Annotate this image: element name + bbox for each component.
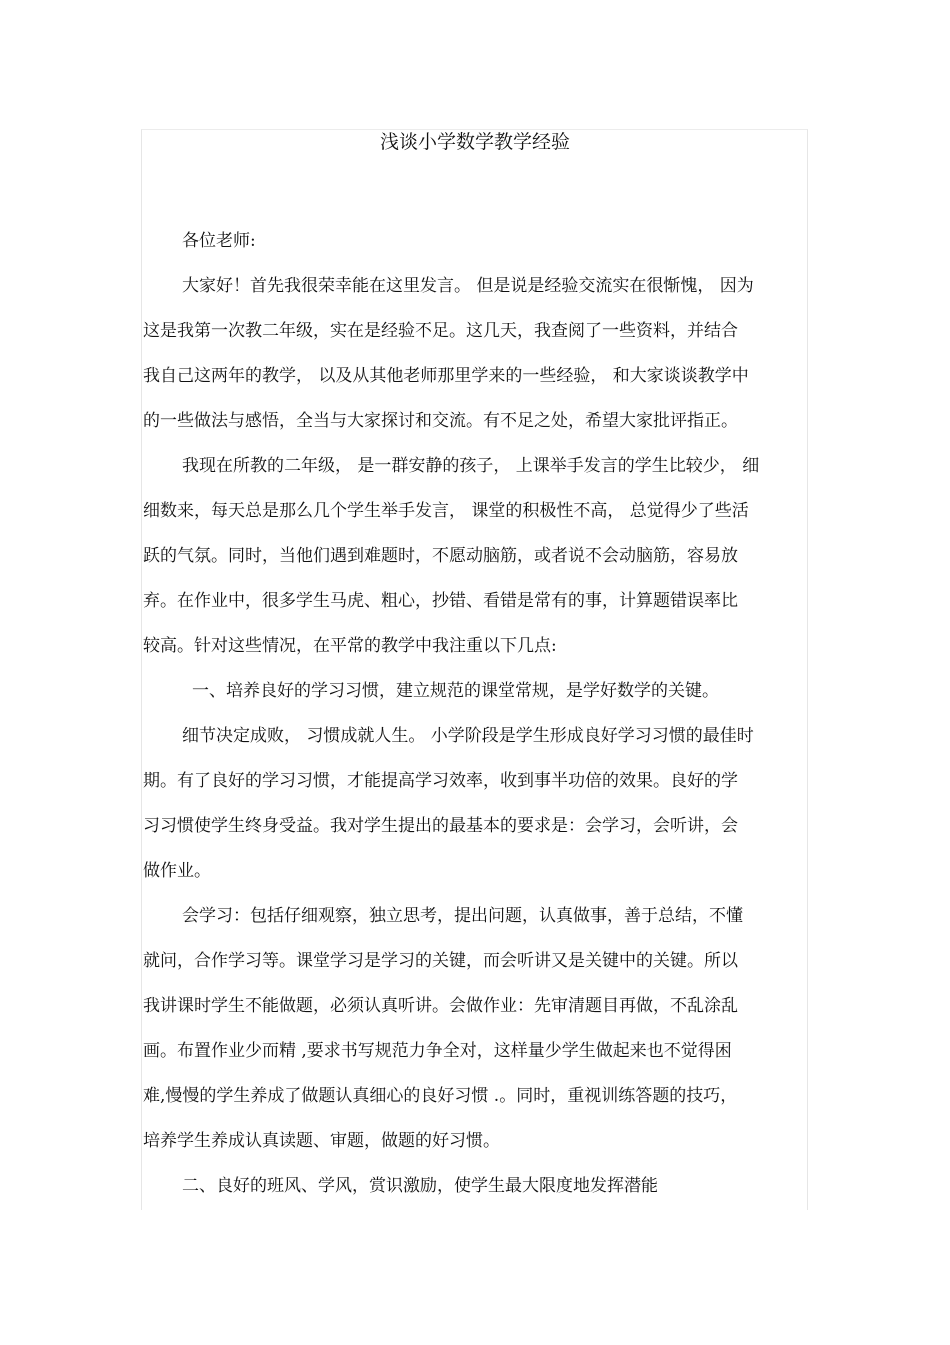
paragraph-line: 画。布置作业少而精 ,要求书写规范力争全对，这样量少学生做起来也不觉得困 (143, 1041, 732, 1061)
paragraph-line: 弃。在作业中，很多学生马虎、粗心，抄错、看错是常有的事，计算题错误率比 (143, 591, 738, 611)
paragraph-line: 培养学生养成认真读题、审题，做题的好习惯。 (143, 1131, 500, 1151)
section-heading-1: 一、培养良好的学习习惯，建立规范的课堂常规，是学好数学的关键。 (192, 681, 719, 701)
paragraph-line: 就问，合作学习等。课堂学习是学习的关键，而会听讲又是关键中的关键。所以 (143, 951, 738, 971)
paragraph-line: 难,慢慢的学生养成了做题认真细心的良好习惯 .。同时，重视训练答题的技巧， (143, 1086, 738, 1106)
paragraph-line: 习习惯使学生终身受益。我对学生提出的最基本的要求是：会学习，会听讲，会 (143, 816, 738, 836)
paragraph-line: 这是我第一次教二年级，实在是经验不足。这几天，我查阅了一些资料，并结合 (143, 321, 738, 341)
paragraph-line: 细节决定成败， 习惯成就人生。 小学阶段是学生形成良好学习习惯的最佳时 (182, 726, 754, 746)
paragraph-line: 的一些做法与感悟，全当与大家探讨和交流。有不足之处，希望大家批评指正。 (143, 411, 738, 431)
paragraph-line: 我现在所教的二年级， 是一群安静的孩子， 上课举手发言的学生比较少， 细 (182, 456, 760, 476)
paragraph-line: 我讲课时学生不能做题，必须认真听讲。会做作业：先审清题目再做，不乱涂乱 (143, 996, 738, 1016)
paragraph-line: 做作业。 (143, 861, 211, 881)
paragraph-line: 较高。针对这些情况，在平常的教学中我注重以下几点: (143, 636, 557, 656)
paragraph-line: 我自己这两年的教学， 以及从其他老师那里学来的一些经验， 和大家谈谈教学中 (143, 366, 749, 386)
paragraph-line: 期。有了良好的学习习惯，才能提高学习效率，收到事半功倍的效果。良好的学 (143, 771, 738, 791)
paragraph-line: 细数来，每天总是那么几个学生举手发言， 课堂的积极性不高， 总觉得少了些活 (143, 501, 749, 521)
paragraph-line: 跃的气氛。同时，当他们遇到难题时，不愿动脑筋，或者说不会动脑筋，容易放 (143, 546, 738, 566)
paragraph-line: 会学习：包括仔细观察，独立思考，提出问题，认真做事，善于总结，不懂 (182, 906, 743, 926)
salutation: 各位老师: (182, 231, 256, 251)
section-heading-2: 二、良好的班风、学风，赏识激励，使学生最大限度地发挥潜能 (182, 1176, 658, 1196)
document-title: 浅谈小学数学教学经验 (379, 131, 570, 153)
paragraph-line: 大家好！首先我很荣幸能在这里发言。 但是说是经验交流实在很惭愧， 因为 (182, 276, 754, 296)
